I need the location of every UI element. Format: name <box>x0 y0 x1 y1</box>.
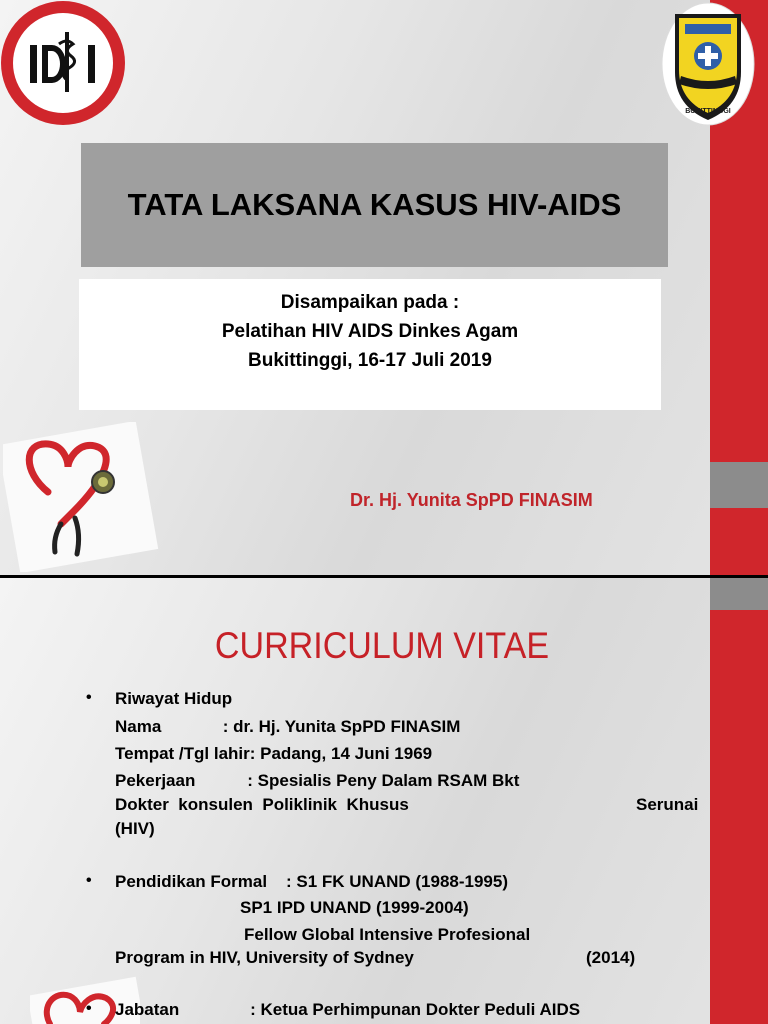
hospital-seal-logo <box>661 2 755 126</box>
cv-pendidikan-3: Fellow Global Intensive Profesional <box>244 925 531 944</box>
stethoscope-heart-image <box>3 422 163 572</box>
svg-text:BUKITTINGGI: BUKITTINGGI <box>685 108 731 115</box>
info-line-1: Disampaikan pada : <box>280 292 460 313</box>
gray-side-strip <box>710 462 768 508</box>
cv-pekerjaan: Pekerjaan : Spesialis Peny Dalam RSAM Bkt <box>115 771 520 790</box>
idi-logo <box>0 0 127 127</box>
bullet-icon: • <box>86 689 92 706</box>
bullet-icon: • <box>86 872 92 889</box>
cv-pekerjaan-2-right: Serunai <box>636 795 699 814</box>
cv-jabatan: Jabatan : Ketua Perhimpunan Dokter Peduli AIDS <box>115 1000 581 1019</box>
presenter-name: Dr. Hj. Yunita SpPD FINASIM <box>350 490 593 510</box>
cv-title: CURRICULUM VITAE <box>214 625 550 666</box>
info-line-3: Bukittinggi, 16-17 Juli 2019 <box>248 350 492 371</box>
presentation-title: TATA LAKSANA KASUS HIV-AIDS <box>127 187 622 222</box>
title-box <box>81 143 668 267</box>
cv-pendidikan-4-right: (2014) <box>586 948 636 967</box>
cv-pekerjaan-3: (HIV) <box>115 819 155 838</box>
cv-nama: Nama : dr. Hj. Yunita SpPD FINASIM <box>115 717 461 736</box>
cv-ttl: Tempat /Tgl lahir: Padang, 14 Juni 1969 <box>115 744 433 763</box>
info-box <box>79 279 661 410</box>
cv-pendidikan-4: Program in HIV, University of Sydney <box>115 948 414 967</box>
info-line-2: Pelatihan HIV AIDS Dinkes Agam <box>221 321 519 342</box>
cv-pendidikan-2: SP1 IPD UNAND (1999-2004) <box>240 898 469 917</box>
bullet-icon: • <box>86 1000 92 1017</box>
cv-pekerjaan-2: Dokter konsulen Poliklinik Khusus <box>115 795 409 814</box>
gray-side-strip-top <box>710 578 768 610</box>
cv-pendidikan-1: Pendidikan Formal : S1 FK UNAND (1988-1995) <box>115 872 508 891</box>
riwayat-heading: Riwayat Hidup <box>115 689 233 708</box>
